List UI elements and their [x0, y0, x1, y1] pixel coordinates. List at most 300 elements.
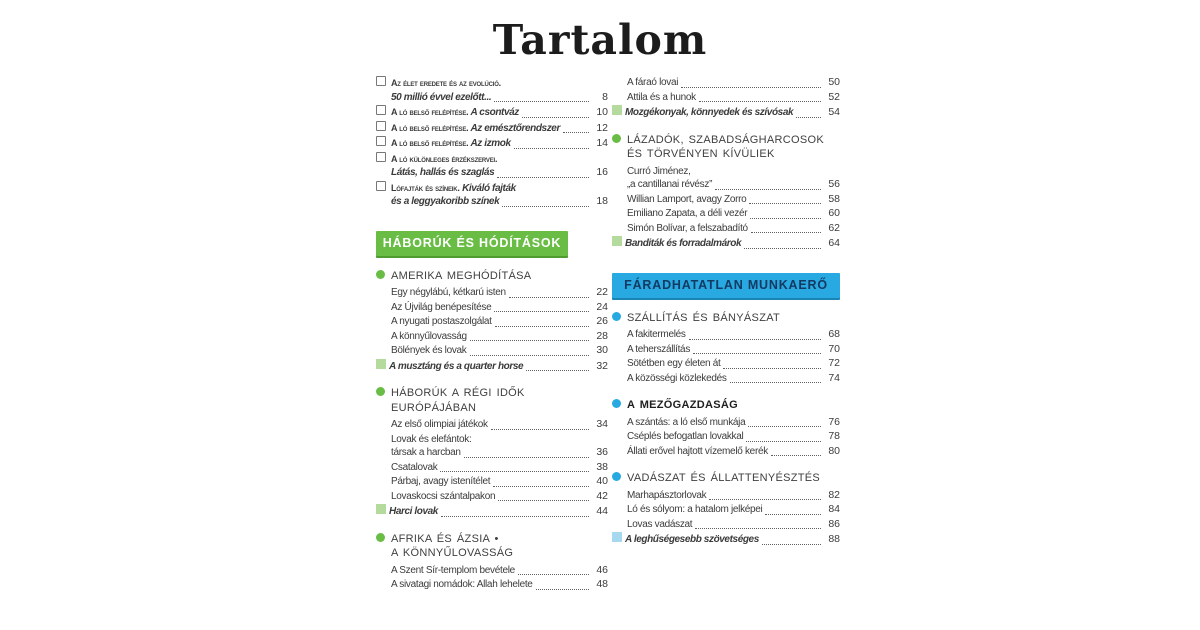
- marker-slot: [376, 136, 391, 146]
- toc-entry-line: [376, 286, 608, 300]
- toc-entry-line: [376, 504, 608, 519]
- toc-entry-line: [612, 222, 840, 236]
- marker-slot: [376, 270, 391, 279]
- section-heading-line: [612, 133, 840, 148]
- bullet-icon: [612, 399, 621, 408]
- entry-text-segment: A musztáng és a quarter horse: [389, 360, 524, 372]
- entry-title: [391, 475, 490, 489]
- toc-section: [612, 133, 840, 251]
- page-number: 60: [828, 207, 840, 219]
- entry-title: [627, 207, 747, 221]
- entry-text-segment: Az első olimpiai játékok: [391, 419, 488, 430]
- toc-entry: [612, 518, 840, 532]
- toc-entry-line: [376, 359, 608, 374]
- page-number: 18: [596, 195, 608, 207]
- bullet-icon: [376, 387, 385, 396]
- toc-entry: [376, 504, 608, 519]
- entry-title: [625, 237, 741, 251]
- toc-entry: [376, 121, 608, 136]
- section-heading: [376, 532, 608, 561]
- entry-title: [389, 360, 523, 374]
- entry-title: [391, 344, 467, 358]
- toc-entry: [612, 357, 840, 371]
- marker-slot: [612, 399, 627, 408]
- dot-leader: [749, 203, 821, 204]
- entry-text-segment: Banditák és forradalmárok: [625, 238, 742, 249]
- entry-text-segment: Lovaskocsi szántalpakon: [391, 490, 496, 502]
- toc-entry: [612, 76, 840, 90]
- page-number: 42: [596, 489, 608, 502]
- dot-leader: [470, 340, 589, 341]
- toc-entry: [612, 416, 840, 430]
- entry-text-segment: Emiliano Zapata, a déli vezér: [627, 208, 748, 219]
- page-number: 72: [828, 357, 840, 369]
- dot-leader: [494, 311, 589, 312]
- toc-entry: [376, 76, 608, 104]
- entry-text-segment: A ló belső felépítése.: [391, 107, 469, 117]
- toc-entry-line: [612, 236, 840, 251]
- entry-title: [627, 193, 746, 207]
- dot-leader: [744, 248, 821, 249]
- page-title: Tartalom: [492, 16, 708, 64]
- entry-text-segment: A fáraó lovai: [627, 77, 679, 88]
- dot-leader: [765, 514, 821, 515]
- entry-title: [627, 76, 678, 90]
- page-number: 32: [596, 359, 608, 372]
- entry-title: [627, 178, 712, 192]
- page-number: 24: [596, 300, 608, 313]
- dot-leader: [681, 87, 821, 88]
- entry-text-segment: Csatalovak: [391, 461, 438, 473]
- section-heading-line: [376, 532, 608, 547]
- toc-entry-line: [376, 418, 608, 432]
- toc-entry-line: [376, 490, 608, 504]
- entry-text-segment: A sivatagi nomádok: Allah lehelete: [391, 579, 533, 590]
- entry-text-segment: Willian Lamport, avagy Zorro: [627, 193, 747, 205]
- dot-leader: [693, 353, 821, 354]
- entry-text-segment: Attila és a hunok: [627, 91, 696, 103]
- bullet-icon: [376, 533, 385, 542]
- toc-entry-line: [376, 136, 608, 151]
- section-heading-line: [612, 147, 840, 162]
- toc-section: [612, 311, 840, 386]
- entry-text-segment: társak a harcban: [391, 447, 461, 458]
- marker-slot: [376, 181, 391, 191]
- entry-text-segment: A csontváz: [468, 107, 519, 118]
- entry-text-segment: A ló különleges érzékszervei.: [391, 153, 498, 164]
- entry-text-segment: A teherszállítás: [627, 343, 691, 355]
- entry-title: [391, 564, 515, 578]
- toc-entry-line: [612, 91, 840, 105]
- page-number: 80: [828, 444, 840, 457]
- page-number: 76: [828, 415, 840, 428]
- page-number: 46: [596, 563, 608, 576]
- entry-text-segment: Látás, hallás és szaglás: [391, 167, 495, 178]
- toc-section: [376, 269, 608, 374]
- toc-entry-line: [376, 166, 608, 180]
- toc-entry-line: [376, 105, 608, 120]
- toc-entry: [376, 105, 608, 120]
- entry-text-segment: A fakitermelés: [627, 329, 686, 340]
- page-number: 40: [596, 475, 608, 487]
- dot-leader: [748, 426, 821, 427]
- page-number: 74: [828, 371, 840, 384]
- entry-text-segment: Bölények és lovak: [391, 345, 467, 356]
- toc-entry-line: [376, 301, 608, 315]
- toc-entry-line: [612, 416, 840, 430]
- toc-entry-line: [612, 193, 840, 207]
- toc-entry: [376, 433, 608, 460]
- entry-title: [391, 153, 497, 167]
- toc-column-right: [612, 76, 840, 548]
- toc-entry-line: [612, 328, 840, 342]
- entry-text-segment: és a leggyakoribb színek: [391, 196, 500, 207]
- entry-text-segment: Simón Bolívar, a felszabadító: [627, 222, 748, 234]
- page-number: 70: [828, 342, 840, 355]
- square-icon: [612, 236, 622, 246]
- square-icon: [612, 532, 622, 542]
- toc-entry-line: [612, 343, 840, 357]
- marker-slot: [612, 472, 627, 481]
- dot-leader: [526, 370, 589, 371]
- toc-entry-line: [612, 518, 840, 532]
- page-number: 58: [828, 192, 840, 205]
- entry-text-segment: A közösségi közlekedés: [627, 372, 727, 384]
- entry-title: [391, 315, 492, 329]
- page-number: 38: [596, 460, 608, 473]
- marker-slot: [376, 152, 391, 162]
- checkbox-icon: [376, 121, 386, 131]
- entry-text-segment: A nyugati postaszolgálat: [391, 316, 492, 327]
- page-number: 64: [828, 237, 840, 249]
- section-banner: FÁRADHATATLAN MUNKAERŐ: [612, 273, 840, 298]
- entry-title: [391, 77, 501, 91]
- toc-entry-line: [612, 372, 840, 386]
- toc-entry-line: [612, 165, 840, 179]
- page-number: 86: [828, 517, 840, 530]
- section-heading-text: SZÁLLÍTÁS ÉS BÁNYÁSZAT: [627, 311, 781, 324]
- page-number: 56: [828, 178, 840, 190]
- toc-entry-line: [376, 181, 608, 196]
- section-heading-text: ÉS TÖRVÉNYEN KÍVÜLIEK: [627, 148, 775, 160]
- dot-leader: [498, 500, 589, 501]
- toc-entry: [376, 578, 608, 592]
- entry-title: [391, 446, 461, 460]
- section-heading-text: VADÁSZAT ÉS ÁLLATTENYÉSZTÉS: [627, 472, 821, 484]
- marker-slot: [376, 359, 389, 369]
- entry-text-segment: Az emésztőrendszer: [468, 122, 560, 134]
- marker-slot: [376, 504, 389, 514]
- section-heading-text: A KÖNNYŰLOVASSÁG: [391, 547, 514, 559]
- square-icon: [376, 504, 386, 514]
- toc-entry-line: [376, 330, 608, 344]
- toc-section: [612, 76, 840, 120]
- entry-title: [625, 533, 759, 547]
- entry-title: [391, 166, 494, 180]
- page-number: 30: [596, 344, 608, 356]
- section-banner: HÁBORÚK ÉS HÓDÍTÁSOK: [376, 231, 568, 256]
- toc-entry: [376, 152, 608, 180]
- toc-entry: [376, 475, 608, 489]
- dot-leader: [746, 441, 821, 442]
- bullet-icon: [612, 312, 621, 321]
- toc-entry-line: [612, 178, 840, 192]
- entry-text-segment: Az izmok: [468, 138, 511, 149]
- page-number: 82: [828, 488, 840, 501]
- section-heading-line: [376, 269, 608, 284]
- section-heading: [376, 269, 608, 284]
- toc-entry: [376, 359, 608, 374]
- bullet-icon: [612, 472, 621, 481]
- entry-text-segment: A Szent Sír-templom bevétele: [391, 564, 515, 576]
- toc-entry-line: [376, 315, 608, 329]
- page-number: 62: [828, 221, 840, 234]
- toc-entry: [376, 564, 608, 578]
- entry-text-segment: A ló belső felépítése.: [391, 122, 469, 133]
- toc-entry-line: [376, 152, 608, 167]
- entry-title: [391, 578, 533, 592]
- dot-leader: [536, 589, 589, 590]
- toc-entry: [612, 372, 840, 386]
- dot-leader: [762, 544, 821, 545]
- dot-leader: [518, 574, 589, 575]
- page-number: 78: [828, 430, 840, 442]
- dot-leader: [723, 368, 821, 369]
- checkbox-icon: [376, 152, 386, 162]
- toc-entry: [612, 91, 840, 105]
- section-heading-text: EURÓPÁJÁBAN: [391, 401, 477, 414]
- entry-text-segment: Lófajták és színeik.: [391, 182, 460, 193]
- page-number: 10: [596, 106, 608, 118]
- entry-text-segment: Harci lovak: [389, 506, 438, 517]
- entry-title: [627, 445, 768, 459]
- entry-text-segment: Párbaj, avagy istenítélet: [391, 476, 491, 487]
- entry-title: [391, 182, 516, 196]
- toc-entry-line: [376, 461, 608, 475]
- dot-leader: [464, 457, 589, 458]
- page-number: 52: [828, 90, 840, 103]
- toc-entry: [376, 301, 608, 315]
- section-heading-line: [612, 398, 840, 413]
- entry-text-segment: Curró Jiménez,: [627, 165, 691, 177]
- marker-slot: [612, 312, 627, 321]
- page-number: 14: [596, 137, 608, 149]
- entry-title: [627, 372, 727, 386]
- section-heading-line: [376, 386, 608, 401]
- toc-entry: [376, 286, 608, 300]
- entry-text-segment: Lovas vadászat: [627, 518, 693, 530]
- section-heading: [612, 311, 840, 326]
- page-number: 8: [602, 90, 608, 103]
- entry-text-segment: „a cantillanai révész”: [627, 179, 713, 190]
- toc-entry-line: [612, 357, 840, 371]
- entry-title: [627, 518, 692, 532]
- entry-text-segment: A szántás: a ló első munkája: [627, 416, 746, 428]
- section-heading-line: [612, 311, 840, 326]
- entry-title: [391, 106, 519, 120]
- section-heading-text: LÁZADÓK, SZABADSÁGHARCOSOK: [627, 133, 824, 146]
- entry-title: [627, 328, 686, 342]
- entry-title: [391, 490, 495, 504]
- dot-leader: [441, 516, 589, 517]
- entry-text-segment: A ló belső felépítése.: [391, 138, 469, 148]
- dot-leader: [494, 101, 589, 102]
- entry-title: [627, 416, 745, 430]
- toc-entry: [612, 222, 840, 236]
- toc-entry: [612, 532, 840, 547]
- page-number: 26: [596, 315, 608, 327]
- entry-title: [627, 357, 720, 371]
- toc-entry: [376, 344, 608, 358]
- dot-leader: [715, 189, 821, 190]
- entry-title: [391, 195, 499, 209]
- dot-leader: [771, 455, 821, 456]
- toc-column-left: [376, 76, 608, 593]
- section-heading-text: HÁBORÚK A RÉGI IDŐK: [391, 387, 525, 399]
- entry-title: [391, 433, 471, 447]
- entry-title: [627, 503, 762, 517]
- entry-title: [391, 418, 488, 432]
- entry-text-segment: Lovak és elefántok:: [391, 433, 472, 445]
- toc-section: [376, 76, 608, 209]
- toc-section: [376, 532, 608, 592]
- section-heading-line: [612, 471, 840, 486]
- toc-entry-line: [612, 445, 840, 459]
- page-number: 50: [828, 76, 840, 88]
- entry-text-segment: Az élet eredete és az evolúció.: [391, 78, 501, 88]
- dot-leader: [497, 177, 589, 178]
- toc-entry: [376, 418, 608, 432]
- marker-slot: [376, 105, 391, 115]
- entry-title: [627, 165, 691, 179]
- entry-text-segment: Az Újvilág benépesítése: [391, 301, 492, 313]
- toc-section: [376, 386, 608, 519]
- toc-entry-line: [376, 578, 608, 592]
- section-heading-line: [376, 401, 608, 416]
- entry-title: [627, 430, 743, 444]
- section-heading: [612, 471, 840, 486]
- entry-title: [625, 106, 793, 120]
- toc-section: [612, 398, 840, 458]
- toc-entry-line: [376, 76, 608, 91]
- entry-title: [389, 505, 438, 519]
- marker-slot: [612, 532, 625, 542]
- toc-entry: [612, 236, 840, 251]
- section-heading-text: A MEZŐGAZDASÁG: [627, 399, 739, 411]
- entry-title: [391, 461, 437, 475]
- entry-text-segment: Állati erővel hajtott vízemelő kerék: [627, 445, 768, 457]
- dot-leader: [796, 117, 821, 118]
- toc-entry: [612, 165, 840, 192]
- section-heading-text: AMERIKA MEGHÓDÍTÁSA: [391, 269, 532, 282]
- toc-entry-line: [612, 430, 840, 444]
- toc-entry: [612, 343, 840, 357]
- checkbox-icon: [376, 105, 386, 115]
- checkbox-icon: [376, 181, 386, 191]
- section-heading: [612, 133, 840, 162]
- marker-slot: [376, 533, 391, 542]
- entry-title: [627, 343, 690, 357]
- dot-leader: [699, 101, 821, 102]
- toc-entry-line: [376, 195, 608, 209]
- marker-slot: [612, 134, 627, 143]
- entry-text-segment: Mozgékonyak, könnyedek és szívósak: [625, 107, 794, 118]
- dot-leader: [730, 382, 821, 383]
- toc-entry-line: [612, 503, 840, 517]
- entry-text-segment: A leghűségesebb szövetséges: [625, 534, 759, 545]
- entry-title: [627, 91, 696, 105]
- checkbox-icon: [376, 76, 386, 86]
- entry-title: [391, 286, 506, 300]
- section-heading: [376, 386, 608, 415]
- page-number: 88: [828, 533, 840, 545]
- toc-entry-line: [612, 105, 840, 120]
- marker-slot: [612, 105, 625, 115]
- entry-text-segment: Marhapásztorlovak: [627, 489, 707, 501]
- marker-slot: [376, 121, 391, 131]
- bullet-icon: [612, 134, 621, 143]
- toc-entry: [612, 503, 840, 517]
- dot-leader: [470, 355, 589, 356]
- entry-text-segment: Ló és sólyom: a hatalom jelképei: [627, 504, 763, 515]
- toc-entry: [376, 490, 608, 504]
- toc-entry-line: [376, 91, 608, 105]
- dot-leader: [509, 297, 589, 298]
- toc-entry-line: [376, 564, 608, 578]
- section-heading-line: [376, 546, 608, 561]
- dot-leader: [689, 339, 821, 340]
- dot-leader: [709, 499, 821, 500]
- toc-entry: [612, 489, 840, 503]
- dot-leader: [695, 528, 821, 529]
- toc-entry: [376, 330, 608, 344]
- toc-entry: [376, 461, 608, 475]
- section-heading-text: AFRIKA ÉS ÁZSIA •: [391, 532, 499, 545]
- toc-entry: [612, 445, 840, 459]
- toc-entry: [612, 328, 840, 342]
- toc-entry: [376, 181, 608, 209]
- dot-leader: [440, 471, 589, 472]
- marker-slot: [376, 387, 391, 396]
- page-number: 28: [596, 329, 608, 342]
- square-icon: [376, 359, 386, 369]
- toc-entry-line: [376, 121, 608, 136]
- toc-entry: [612, 193, 840, 207]
- entry-title: [627, 489, 706, 503]
- page-number: 48: [596, 578, 608, 590]
- dot-leader: [493, 486, 589, 487]
- entry-title: [391, 301, 491, 315]
- bullet-icon: [376, 270, 385, 279]
- toc-entry-line: [612, 76, 840, 90]
- page-number: 68: [828, 328, 840, 340]
- page-number: 54: [828, 106, 840, 118]
- entry-text-segment: A könnyűlovasság: [391, 330, 467, 342]
- page-number: 16: [596, 166, 608, 178]
- page-number: 84: [828, 503, 840, 515]
- entry-text-segment: 50 millió évvel ezelőtt...: [391, 91, 492, 103]
- page-number: 34: [596, 418, 608, 430]
- toc-section: [612, 471, 840, 547]
- dot-leader: [502, 206, 589, 207]
- toc-entry: [612, 430, 840, 444]
- page-number: 44: [596, 505, 608, 517]
- toc-entry: [612, 105, 840, 120]
- dot-leader: [514, 148, 589, 149]
- entry-text-segment: Egy négylábú, kétkarú isten: [391, 287, 506, 298]
- dot-leader: [495, 326, 589, 327]
- toc-entry-line: [612, 207, 840, 221]
